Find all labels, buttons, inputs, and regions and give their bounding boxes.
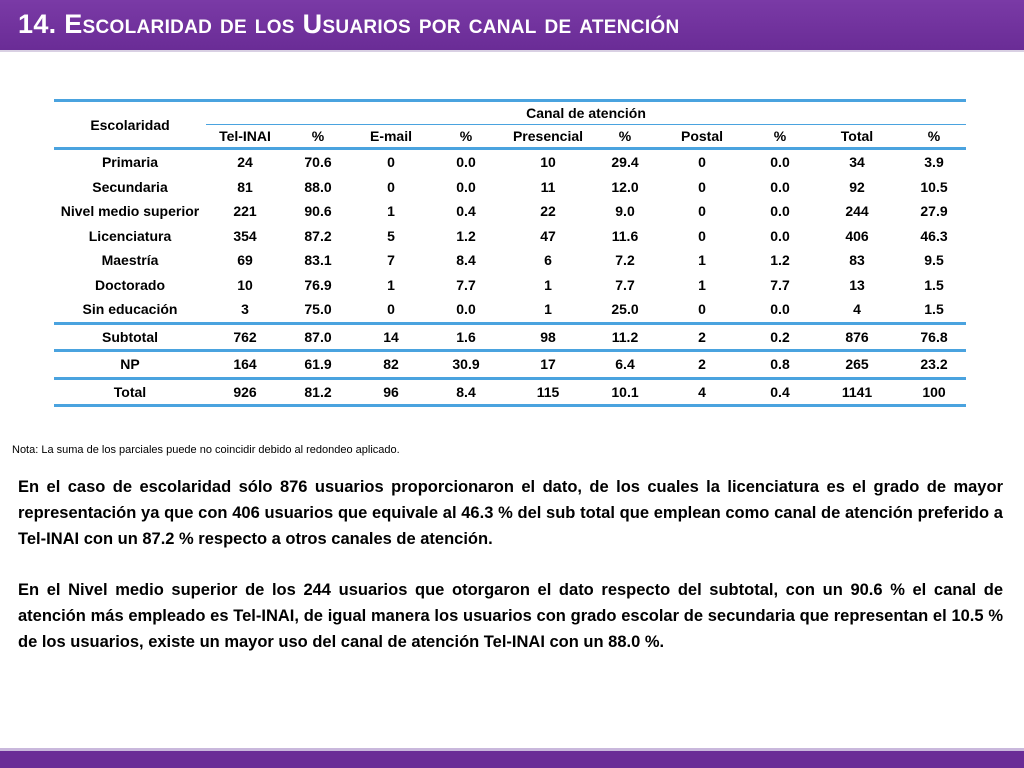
table-cell: 0.0 [770, 203, 790, 220]
table-cell: 164 [206, 351, 284, 379]
table-cell: 88.0 [304, 178, 332, 195]
table-cell: 7 [387, 252, 395, 269]
table-cell: 92 [849, 178, 865, 195]
table-cell: 265 [812, 351, 902, 379]
table-cell: 3 [241, 301, 249, 318]
table-cell: 0.0 [770, 227, 790, 244]
table-cell: 406 [845, 227, 869, 244]
table-cell: 10.1 [594, 378, 656, 406]
table-cell: 0 [387, 154, 395, 171]
table-cell: 0 [698, 301, 706, 318]
row-label: Maestría [101, 252, 159, 269]
row-label: Doctorado [95, 276, 165, 293]
row-label: Primaria [101, 154, 159, 171]
title-divider [0, 50, 1024, 52]
title-bar [0, 0, 1024, 50]
footer-bar [0, 748, 1024, 768]
column-header: Postal [656, 125, 748, 149]
table-cell: 29.4 [611, 154, 639, 171]
table-cell: 34 [849, 154, 865, 171]
table-cell: 0.0 [770, 154, 790, 171]
table-row [54, 351, 966, 379]
table-cell: 46.3 [920, 227, 948, 244]
table-cell: 11.2 [594, 323, 656, 351]
table-cell: 1141 [812, 378, 902, 406]
table-cell: 0 [698, 154, 706, 171]
table-cell: 1 [387, 276, 395, 293]
row-label: Subtotal [54, 323, 206, 351]
column-header: Tel-INAI [206, 125, 284, 149]
row-label: Nivel medio superior [60, 203, 200, 220]
table-body [54, 149, 966, 406]
column-header: % [748, 125, 812, 149]
table-cell: 25.0 [611, 301, 639, 318]
table-cell: 926 [206, 378, 284, 406]
row-label: Sin educación [82, 301, 178, 318]
table-cell: 4 [853, 301, 861, 318]
table-cell: 1 [544, 276, 552, 293]
table-cell: 1 [698, 252, 706, 269]
table-cell: 7.7 [615, 276, 635, 293]
table-cell: 47 [540, 227, 556, 244]
table-cell: 90.6 [304, 203, 332, 220]
table-cell: 1.6 [430, 323, 502, 351]
table-row [54, 378, 966, 406]
table-cell: 83.1 [304, 252, 332, 269]
table-cell: 0.0 [456, 178, 476, 195]
table-cell: 0.0 [456, 301, 476, 318]
table-cell: 762 [206, 323, 284, 351]
table-cell: 6 [544, 252, 552, 269]
footnote: Nota: La suma de los parciales puede no coincidir debido al redondeo aplicado. [12, 444, 400, 456]
table-cell: 0 [698, 227, 706, 244]
table-cell: 244 [845, 203, 869, 220]
table-cell: 98 [502, 323, 594, 351]
table-cell: 76.9 [304, 276, 332, 293]
table-cell: 3.9 [924, 154, 944, 171]
slide-title: 14. Escolaridad de los Usuarios por canal de atención [18, 9, 680, 39]
table-cell: 100 [902, 378, 966, 406]
table-cell: 83 [849, 252, 865, 269]
column-header: % [430, 125, 502, 149]
table-cell: 10 [237, 276, 253, 293]
table-cell: 82 [352, 351, 430, 379]
paragraph-1: En el caso de escolaridad sólo 876 usuarios proporcionaron el dato, de los cuales la licenciatura es el grado de mayor representación ya que con 406 usuarios que equivale al 46.3 % del sub total que emplean como canal de atención preferido a Tel-INAI con un 87.2 % respecto a otros canales de atención. [18, 478, 1003, 548]
table-cell: 876 [812, 323, 902, 351]
table-cell: 221 [233, 203, 257, 220]
table-row [54, 273, 966, 298]
table-cell: 69 [237, 252, 253, 269]
table-cell: 8.4 [430, 378, 502, 406]
table-cell: 24 [237, 154, 253, 171]
table-cell: 81.2 [284, 378, 352, 406]
table-cell: 14 [352, 323, 430, 351]
table-cell: 1.5 [924, 301, 944, 318]
table-cell: 7.2 [615, 252, 635, 269]
table-cell: 9.0 [615, 203, 635, 220]
table-cell: 11.6 [611, 227, 639, 244]
table-cell: 10.5 [920, 178, 948, 195]
table-cell: 0 [387, 301, 395, 318]
column-header: % [284, 125, 352, 149]
table-cell: 76.8 [902, 323, 966, 351]
table-cell: 7.7 [770, 276, 790, 293]
table-cell: 115 [502, 378, 594, 406]
row-label: NP [54, 351, 206, 379]
table-cell: 0.0 [456, 154, 476, 171]
column-header: % [594, 125, 656, 149]
table-cell: 0.2 [748, 323, 812, 351]
table-cell: 2 [656, 323, 748, 351]
table-cell: 12.0 [611, 178, 639, 195]
table-cell: 5 [387, 227, 395, 244]
table-cell: 0.4 [456, 203, 476, 220]
row-label: Secundaria [92, 178, 168, 195]
row-header: Escolaridad [54, 101, 206, 149]
table-cell: 13 [849, 276, 865, 293]
column-header: Presencial [502, 125, 594, 149]
table-cell: 1.2 [770, 252, 790, 269]
table-cell: 96 [352, 378, 430, 406]
table-cell: 1.2 [456, 227, 476, 244]
table-cell: 30.9 [430, 351, 502, 379]
table-row [54, 248, 966, 273]
table-cell: 87.0 [284, 323, 352, 351]
table-cell: 354 [233, 227, 257, 244]
table-cell: 1 [544, 301, 552, 318]
table-cell: 17 [502, 351, 594, 379]
table-cell: 23.2 [902, 351, 966, 379]
column-header: E-mail [352, 125, 430, 149]
group-header: Canal de atención [206, 101, 966, 125]
table-cell: 81 [237, 178, 253, 195]
table-cell: 6.4 [594, 351, 656, 379]
table-cell: 1 [698, 276, 706, 293]
escolaridad-table [54, 99, 966, 407]
table-cell: 2 [656, 351, 748, 379]
table-cell: 0.8 [748, 351, 812, 379]
table-cell: 1 [387, 203, 395, 220]
table-cell: 4 [656, 378, 748, 406]
table-row [54, 297, 966, 323]
table-row [54, 323, 966, 351]
table-row [54, 175, 966, 200]
column-header: Total [812, 125, 902, 149]
column-header: % [902, 125, 966, 149]
table-cell: 0.0 [770, 301, 790, 318]
table-cell: 27.9 [920, 203, 948, 220]
table-cell: 7.7 [456, 276, 476, 293]
table-row [54, 224, 966, 249]
table-cell: 9.5 [924, 252, 944, 269]
table-cell: 87.2 [304, 227, 332, 244]
table-cell: 11 [540, 178, 556, 195]
table-row [54, 199, 966, 224]
paragraph-2: En el Nivel medio superior de los 244 usuarios que otorgaron el dato respecto del subtotal, con un 90.6 % el canal de atención más empleado es Tel-INAI, de igual manera los usuarios con grado escolar de secundaria que representan el 10.5 % de los usuarios, existe un mayor uso del canal de atención Tel-INAI con un 88.0 %. [18, 581, 1003, 651]
table-cell: 10 [540, 154, 556, 171]
table-cell: 0 [698, 178, 706, 195]
table-cell: 1.5 [924, 276, 944, 293]
table-cell: 0 [387, 178, 395, 195]
table-cell: 0.4 [748, 378, 812, 406]
table-cell: 0.0 [770, 178, 790, 195]
table-cell: 22 [540, 203, 556, 220]
table-cell: 70.6 [304, 154, 332, 171]
table-cell: 75.0 [304, 301, 332, 318]
table-cell: 61.9 [284, 351, 352, 379]
row-label: Total [54, 378, 206, 406]
row-label: Licenciatura [88, 227, 172, 244]
table-cell: 8.4 [456, 252, 476, 269]
table-row [54, 149, 966, 175]
table-cell: 0 [698, 203, 706, 220]
